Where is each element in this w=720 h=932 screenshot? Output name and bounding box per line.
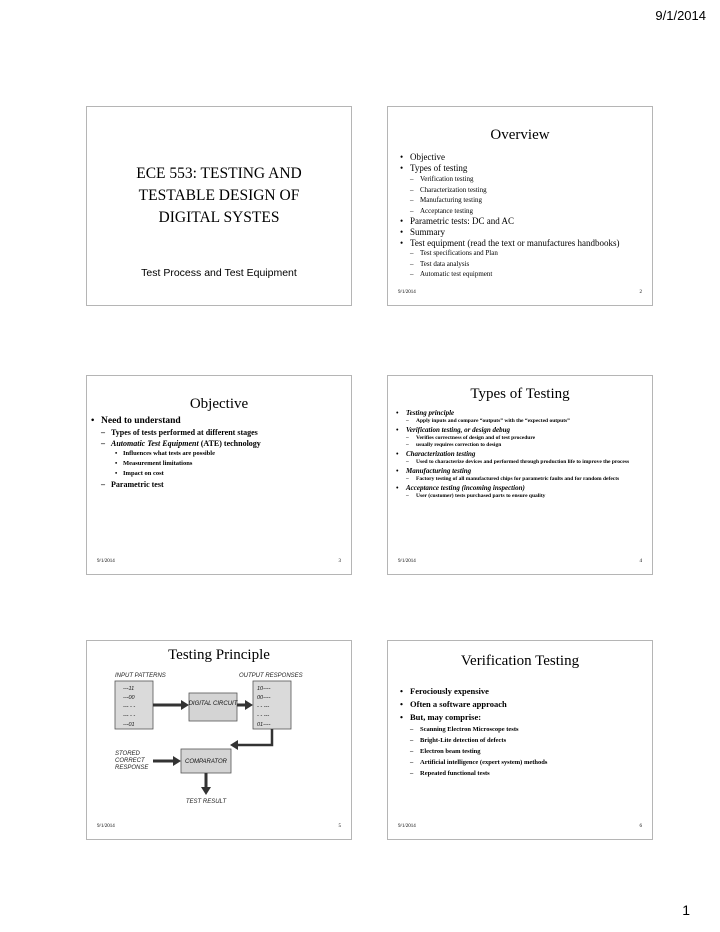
- list-item: • Often a software approach: [398, 698, 644, 711]
- input-row: ---11: [123, 686, 135, 692]
- output-row: 01----: [257, 722, 271, 728]
- testing-principle-diagram: [87, 669, 352, 839]
- stored-arrow-head: [173, 756, 181, 766]
- slide-6-title: Verification Testing: [460, 653, 580, 669]
- ate-term-rest: (ATE) technology: [198, 439, 261, 448]
- list-item: • Characterization testing: [394, 449, 644, 459]
- page-date: 9/1/2014: [655, 8, 706, 23]
- output-responses-label: OUTPUT RESPONSES: [239, 673, 303, 679]
- list-item: – Repeated functional tests: [398, 768, 644, 779]
- input-row: --- - -: [123, 713, 136, 719]
- list-item: – Acceptance testing: [398, 206, 642, 217]
- slide-4-date: 9/1/2014: [398, 559, 416, 564]
- output-row: - - ---: [257, 713, 270, 719]
- list-item: – Automatic test equipment: [398, 269, 642, 280]
- slide-2-date: 9/1/2014: [398, 290, 416, 295]
- list-item: • Ferociously expensive: [398, 685, 644, 698]
- slide-2: [387, 106, 653, 306]
- slide-4-title: Types of Testing: [470, 386, 570, 402]
- feedback-line: [237, 729, 272, 745]
- list-item: – Used to characterize devices and performed through production life to improve the process: [394, 459, 644, 466]
- stored-response-label: STORED CORRECT RESPONSE: [115, 751, 149, 771]
- slide-3-date: 9/1/2014: [97, 559, 115, 564]
- output-arrow-head: [245, 700, 253, 710]
- slide-1: [86, 106, 352, 306]
- list-item: – Manufacturing testing: [398, 195, 642, 206]
- list-item: – Types of tests performed at different stages: [89, 427, 343, 438]
- list-item: • Parametric tests: DC and AC: [398, 216, 642, 227]
- input-row: ---01: [123, 722, 135, 728]
- slide-5-title: Testing Principle: [168, 647, 270, 663]
- ate-term: Automatic Test Equipment: [111, 439, 199, 448]
- list-item: • Testing principle: [394, 408, 644, 418]
- comparator-label: COMPARATOR: [184, 759, 228, 765]
- digital-circuit-label: DIGITAL CIRCUIT: [188, 701, 238, 707]
- list-item: – Test specifications and Plan: [398, 248, 642, 259]
- list-item: • Impact on cost: [89, 469, 343, 479]
- slide-6: [387, 640, 653, 840]
- list-item: • Acceptance testing (incoming inspection): [394, 483, 644, 493]
- output-row: 10----: [257, 686, 271, 692]
- list-item: – User (customer) tests purchased parts to ensure quality: [394, 493, 644, 500]
- list-item: • Verification testing, or design debug: [394, 425, 644, 435]
- test-result-label: TEST RESULT: [185, 799, 227, 805]
- slide-3-list: [89, 416, 343, 490]
- slide-3: [86, 375, 352, 575]
- slide-6-date: 9/1/2014: [398, 824, 416, 829]
- slide-5-number: 5: [338, 824, 341, 829]
- list-item: – Bright-Lite detection of defects: [398, 735, 644, 746]
- input-row: --- - -: [123, 704, 136, 710]
- input-row: ---00: [123, 695, 135, 701]
- list-item: • But, may comprise:: [398, 711, 644, 724]
- slide-3-number: 3: [338, 559, 341, 564]
- list-item: – Factory testing of all manufactured chips for parametric faults and for random defects: [394, 476, 644, 483]
- slide-2-title: Overview: [490, 127, 550, 143]
- list-item: • Manufacturing testing: [394, 466, 644, 476]
- slide-6-list: [398, 685, 644, 779]
- slide-4-number: 4: [639, 559, 642, 564]
- input-patterns-label: INPUT PATTERNS: [115, 673, 166, 679]
- slide-1-subtitle: Test Process and Test Equipment: [141, 267, 297, 279]
- feedback-arrow-head: [230, 740, 238, 750]
- list-item: – Artificial intelligence (expert system) methods: [398, 757, 644, 768]
- slide-6-number: 6: [639, 824, 642, 829]
- list-item: • Summary: [398, 227, 642, 238]
- list-item: – Parametric test: [89, 479, 343, 490]
- list-item: • Objective: [398, 152, 642, 163]
- slide-4-list: [394, 408, 644, 500]
- list-item: – Verification testing: [398, 174, 642, 185]
- result-arrow-head: [201, 787, 211, 795]
- slide-2-list: [398, 152, 642, 280]
- output-row: 00----: [257, 695, 271, 701]
- output-row: - - ---: [257, 704, 270, 710]
- list-item: – Test data analysis: [398, 259, 642, 270]
- list-item: • Influences what tests are possible: [89, 449, 343, 459]
- slide-2-number: 2: [639, 290, 642, 295]
- page-number: 1: [682, 902, 690, 918]
- slide-1-title: ECE 553: TESTING AND TESTABLE DESIGN OF DIGITAL SYSTES: [136, 165, 302, 226]
- list-item: • Test equipment (read the text or manufactures handbooks): [398, 238, 642, 248]
- list-item: – Electron beam testing: [398, 746, 644, 757]
- digital-circuit-block: [189, 693, 237, 721]
- list-item: [89, 438, 343, 449]
- list-item: • Types of testing: [398, 163, 642, 174]
- list-item: – Apply inputs and compare “outputs” with the “expected outputs”: [394, 418, 644, 425]
- slide-5: [86, 640, 352, 840]
- slide-4: [387, 375, 653, 575]
- list-item: • Need to understand: [89, 416, 343, 427]
- slide-3-title: Objective: [189, 396, 249, 412]
- list-item: – Scanning Electron Microscope tests: [398, 724, 644, 735]
- list-item: – Characterization testing: [398, 185, 642, 196]
- slide-5-date: 9/1/2014: [97, 824, 115, 829]
- list-item: • Measurement limitations: [89, 459, 343, 469]
- list-item: – Verifies correctness of design and of test procedure: [394, 435, 644, 442]
- list-item: – usually requires correction to design: [394, 442, 644, 449]
